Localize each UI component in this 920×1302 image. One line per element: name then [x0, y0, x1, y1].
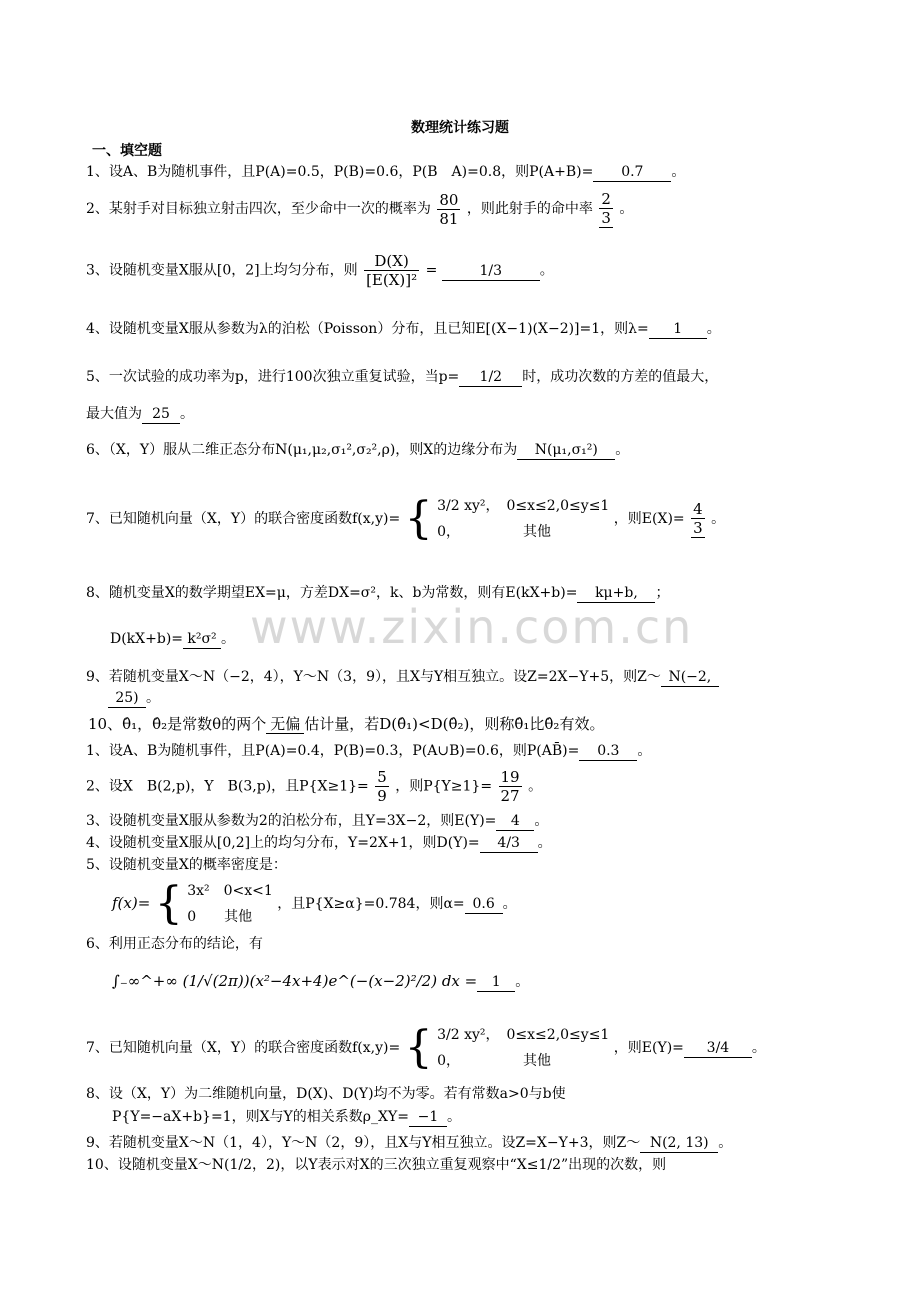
question-a5: 5、一次试验的成功率为p，进行100次独立重复试验，当p= 1/2 时，成功次数的方差的值最大， — [86, 369, 719, 385]
answer: N(μ₁,σ₁²) — [517, 441, 615, 460]
question-a4: 4、设随机变量X服从参数为λ的泊松（Poisson）分布，且已知E[(X−1)(X−2)]=1，则λ= 1 。 — [86, 321, 721, 337]
section-heading: 一、填空题 — [92, 143, 162, 159]
watermark: www.zixin.com.cn — [250, 600, 694, 654]
question-b5: 5、设随机变量X的概率密度是： — [86, 857, 287, 873]
answer: 1/3 — [442, 262, 540, 281]
answer: N(2, 13) — [640, 1134, 718, 1153]
answer: 0.7 — [593, 163, 671, 182]
question-b10: 10、设随机变量X～N(1/2，2)，以Y表示对X的三次独立重复观察中“X≤1/2”出现的次数，则 — [86, 1157, 667, 1173]
question-b6: 6、利用正态分布的结论，有 — [86, 936, 263, 952]
question-b8: 8、设（X，Y）为二维随机向量，D(X)、D(Y)均不为零。若有常数a>0与b使 — [86, 1086, 566, 1102]
answer: 4 — [496, 812, 534, 831]
answer-fraction: $\frac{4}{3}$ — [693, 500, 703, 537]
question-b6-formula: ∫₋∞^+∞ (1/√(2π))(x²−4x+4)e^(−(x−2)²/2) dx = 1 。 — [112, 972, 530, 990]
answer-fraction: $\frac{19}{27}$ — [500, 768, 520, 805]
piecewise: 3x² 0<x<1 0 其他 — [187, 883, 273, 925]
question-a6: 6、（X，Y）服从二维正态分布N(μ₁,μ₂,σ₁²,σ₂²,ρ)，则X的边缘分布为 N(μ₁,σ₁²) 。 — [86, 442, 630, 458]
fraction: $\frac{80}{81}$ — [439, 190, 459, 228]
question-a5-line2: 最大值为 25 。 — [86, 406, 194, 422]
question-a8-line2: D(kX+b)= k²σ² 。 — [110, 631, 236, 647]
question-a3: 3、设随机变量X服从[0，2]上均匀分布，则 $\frac{D(X)}{\text{[E(X)]²}}$ = 1/3 。 — [86, 252, 554, 289]
question-a8: 8、随机变量X的数学期望EX=μ，方差DX=σ²，k、b为常数，则有E(kX+b)= kμ+b, ； — [86, 585, 670, 601]
left-brace: { — [154, 878, 183, 929]
question-a2: 2、某射手对目标独立射击四次，至少命中一次的概率为 $\frac{80}{81}$ ，则此射手的命中率 $\frac{2}{3}$ 。 — [86, 190, 634, 228]
answer: 4/3 — [480, 834, 538, 853]
answer: kμ+b, — [577, 584, 655, 603]
answer: 25 — [142, 405, 180, 424]
question-a7: 7、已知随机向量（X，Y）的联合密度函数f(x,y)= { 3/2 xy²， 0≤x≤2,0≤y≤1 0， 其他 ，则E(X)= $\frac{4}{3}$ 。 — [86, 493, 726, 544]
left-brace: { — [404, 493, 433, 544]
question-b4: 4、设随机变量X服从[0,2]上的均匀分布，Y=2X+1，则D(Y)= 4/3 。 — [86, 835, 552, 851]
answer: N(−2, — [661, 668, 719, 687]
left-brace: { — [404, 1022, 433, 1073]
question-b9: 9、若随机变量X～N（1，4），Y～N（2，9），且X与Y相互独立。设Z=X−Y+3，则Z～ N(2, 13) 。 — [86, 1135, 733, 1151]
question-b1: 1、设A、B为随机事件，且P(A)=0.4，P(B)=0.3，P(A∪B)=0.6，则P(AB̄)= 0.3 。 — [86, 743, 652, 759]
answer: 无偏 — [266, 715, 304, 734]
question-a10: 10、θ̂₁，θ̂₂是常数θ的两个 无偏 估计量，若D(θ̂₁)<D(θ̂₂)，则称θ̂₁比θ̂₂有效。 — [88, 715, 605, 733]
question-b8-line2: P{Y=−aX+b}=1，则X与Y的相关系数ρ_XY= −1 。 — [112, 1109, 461, 1125]
fraction: $\frac{D(X)}{\text{[E(X)]²}}$ — [366, 252, 418, 289]
answer: 1/2 — [459, 368, 522, 387]
answer: 0.3 — [579, 742, 637, 761]
question-b2: 2、设X B(2,p)，Y B(3,p)，且P{X≥1}= $\frac{5}{9}$ ，则P{Y≥1}= $\frac{19}{27}$ 。 — [86, 768, 543, 805]
piecewise: 3/2 xy²， 0≤x≤2,0≤y≤1 0， 其他 — [437, 498, 610, 540]
piecewise: 3/2 xy²， 0≤x≤2,0≤y≤1 0， 其他 — [437, 1027, 610, 1069]
question-b3: 3、设随机变量X服从参数为2的泊松分布，且Y=3X−2，则E(Y)= 4 。 — [86, 813, 549, 829]
question-a1: 1、设A、B为随机事件，且P(A)=0.5，P(B)=0.6，P(B A)=0.8，则P(A+B)= 0.7 。 — [86, 164, 686, 180]
answer: 1 — [477, 973, 515, 992]
question-b5-formula: f(x)= { 3x² 0<x<1 0 其他 ，且P{X≥α}=0.784，则α= 0.6 。 — [112, 878, 517, 929]
question-b7: 7、已知随机向量（X，Y）的联合密度函数f(x,y)= { 3/2 xy²， 0≤x≤2,0≤y≤1 0， 其他 ，则E(Y)= 3/4 。 — [86, 1022, 766, 1073]
answer-fraction: $\frac{2}{3}$ — [601, 190, 611, 227]
answer: k²σ² — [183, 630, 221, 649]
question-a9-line2: 25) 。 — [108, 689, 160, 708]
answer: 25) — [108, 689, 146, 708]
answer: 1 — [649, 320, 707, 339]
answer: 3/4 — [684, 1039, 752, 1058]
page-title: 数理统计练习题 — [411, 120, 509, 136]
fraction: $\frac{5}{9}$ — [377, 768, 387, 805]
answer: −1 — [409, 1108, 447, 1127]
question-a9: 9、若随机变量X～N（−2，4），Y～N（3，9），且X与Y相互独立。设Z=2X−Y+5，则Z～ N(−2, — [86, 668, 719, 687]
answer: 0.6 — [465, 895, 503, 914]
